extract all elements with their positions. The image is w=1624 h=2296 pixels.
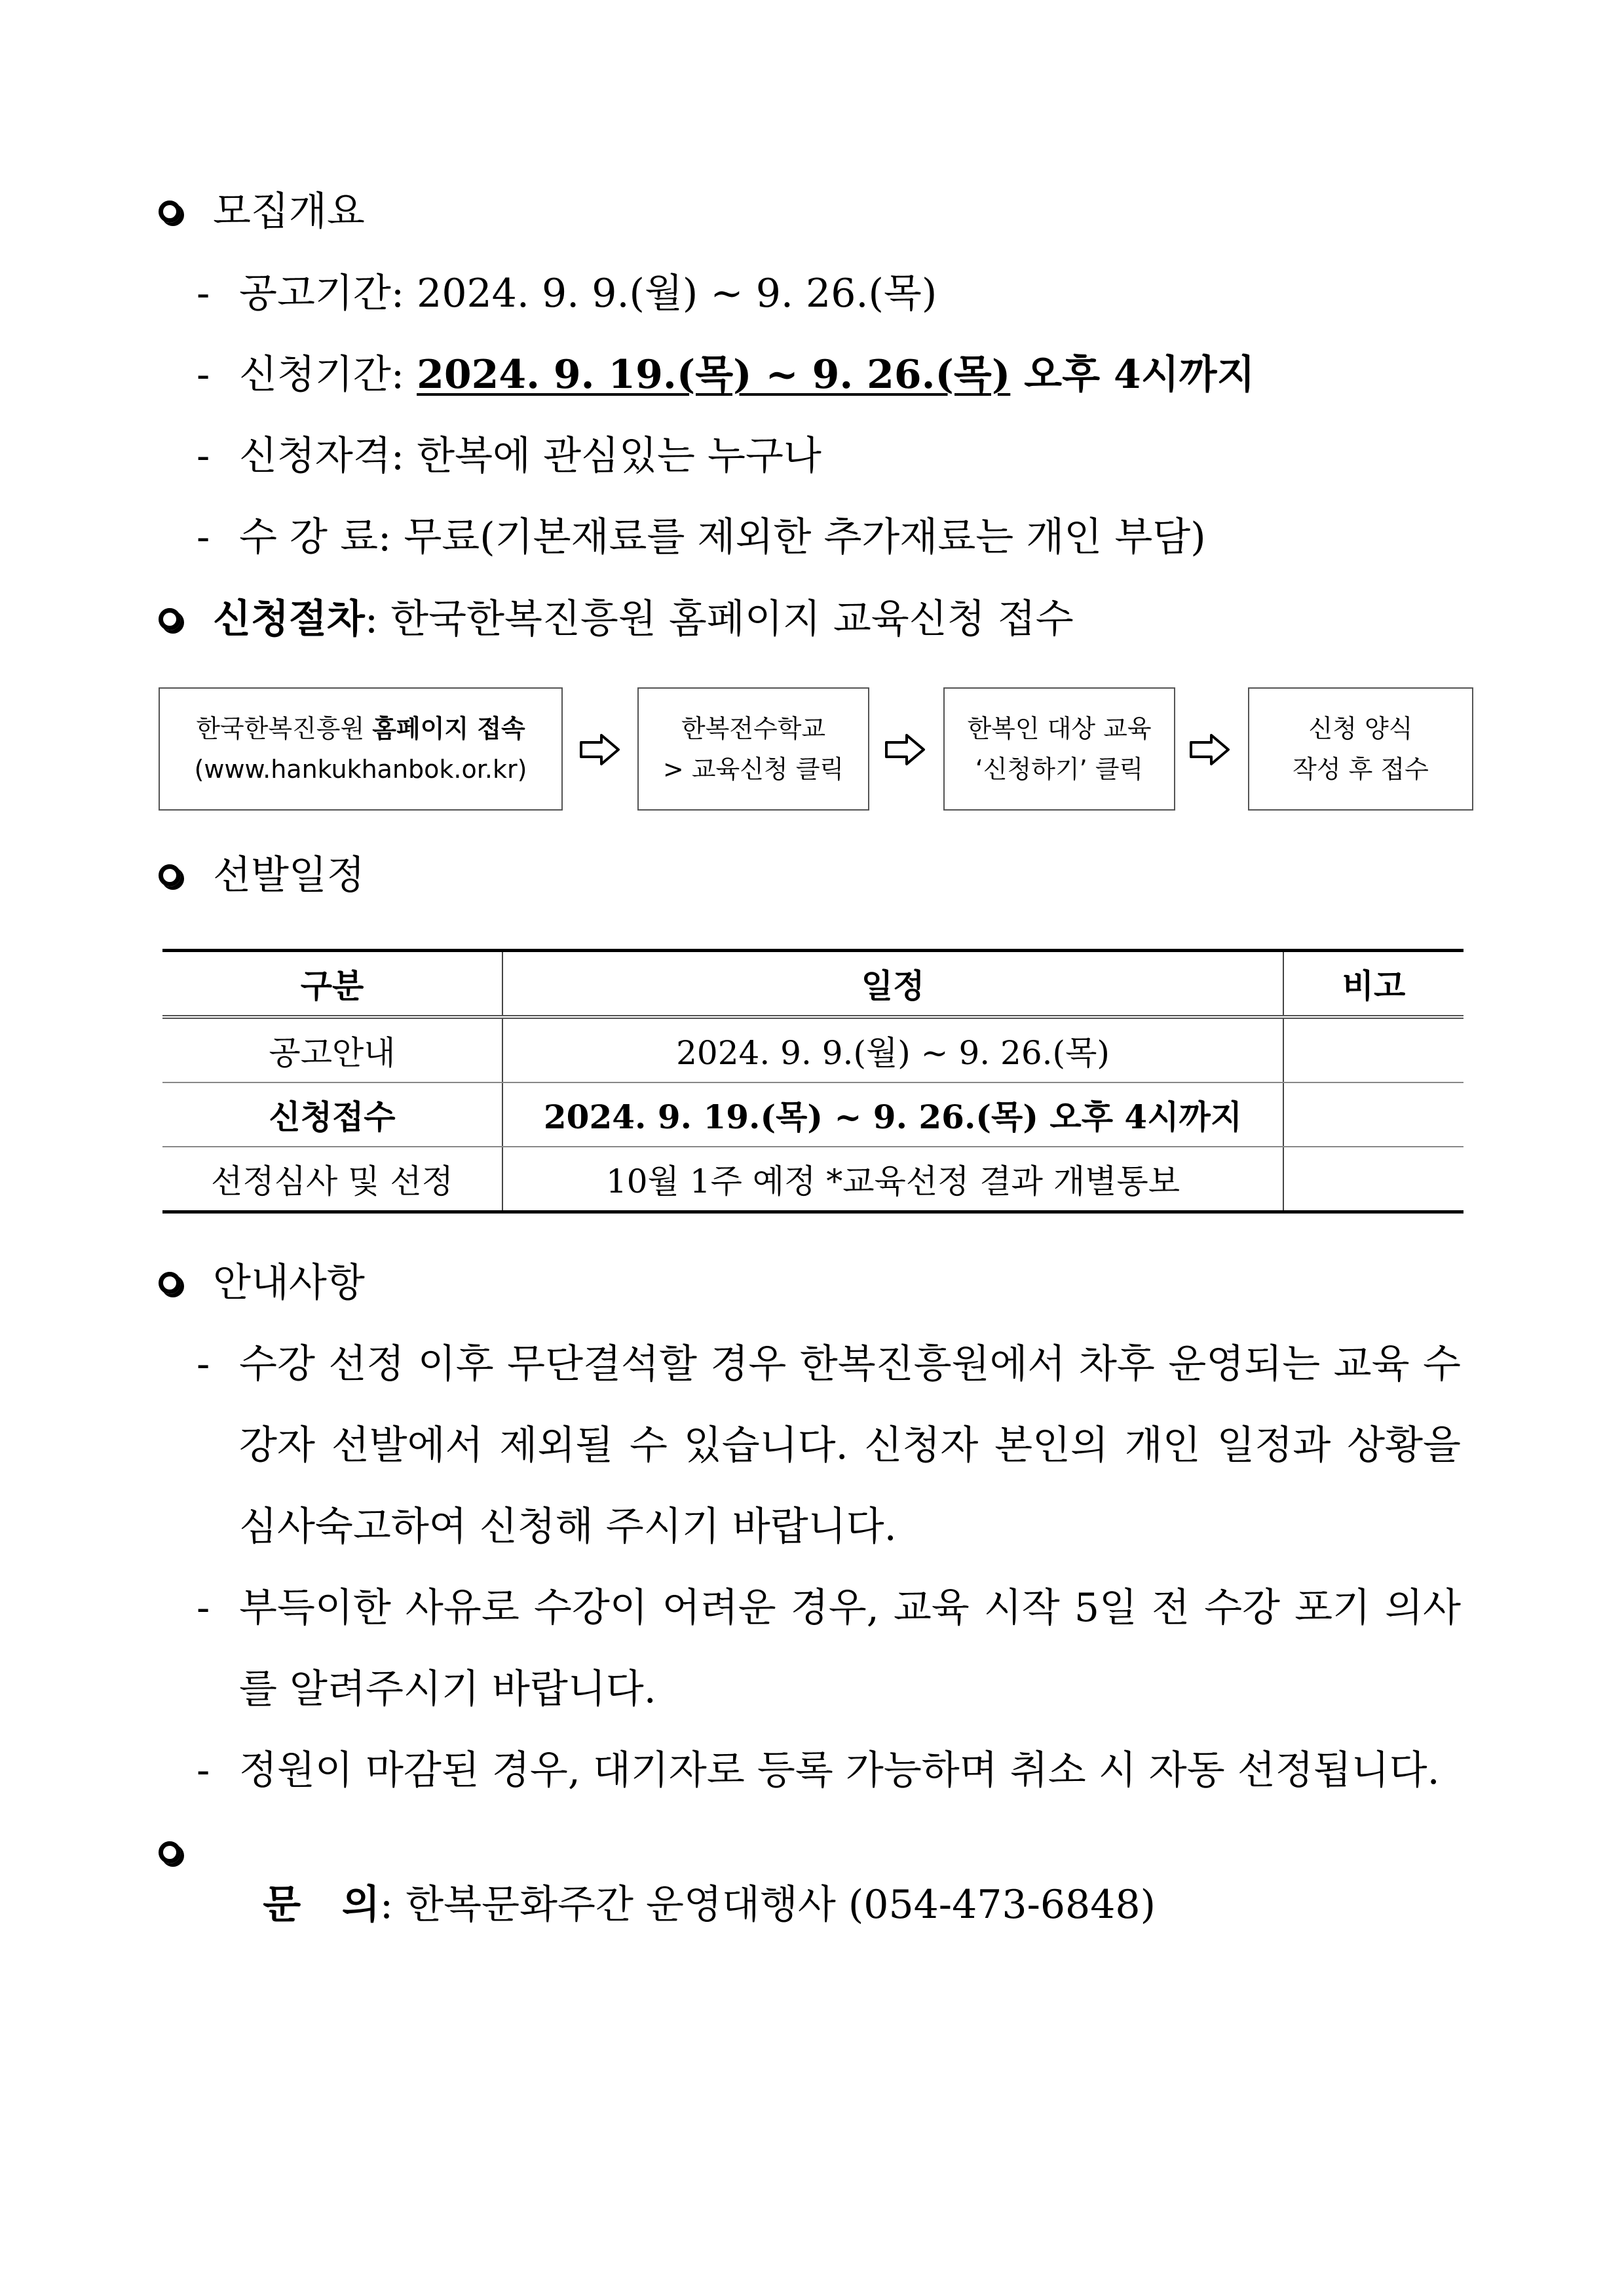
dash-bullet: - bbox=[197, 514, 210, 560]
notice-item-1: 수강 선정 이후 무단결석할 경우 한복진흥원에서 차후 운영되는 교육 수강자 선발에서 제외될 수 있습니다. 신청자 본인의 개인 일정과 상황을 심사숙고하여 신청해 주시기 바랍니다. bbox=[239, 1341, 1461, 1550]
column-header-note: 비고 bbox=[1283, 951, 1463, 1018]
column-header-date: 일정 bbox=[502, 951, 1283, 1018]
overview-item-eligibility: 신청자격: 한복에 관심있는 누구나 bbox=[239, 433, 821, 479]
circle-bullet-icon bbox=[159, 608, 181, 630]
cell-date: 2024. 9. 9.(월) ~ 9. 26.(목) bbox=[502, 1017, 1283, 1082]
schedule-table bbox=[162, 949, 1463, 1214]
notice-item-3: 정원이 마감된 경우, 대기자로 등록 가능하며 취소 시 자동 선정됩니다. bbox=[239, 1748, 1440, 1793]
dash-bullet: - bbox=[197, 1341, 210, 1387]
circle-bullet-icon bbox=[159, 1841, 181, 1864]
notice-item-2: 부득이한 사유로 수강이 어려운 경우, 교육 시작 5일 전 수강 포기 의사를 알려주시기 바랍니다. bbox=[239, 1585, 1461, 1712]
procedure-step-3: 한복인 대상 교육 ‘신청하기’ 클릭 bbox=[943, 687, 1175, 811]
overview-item-fee: 수 강 료: 무료(기본재료를 제외한 추가재료는 개인 부담) bbox=[239, 514, 1206, 560]
section-heading-procedure: 신청절차: 한국한복진흥원 홈페이지 교육신청 접수 bbox=[213, 596, 1074, 642]
dash-bullet: - bbox=[197, 352, 210, 398]
cell-category: 공고안내 bbox=[162, 1017, 502, 1082]
cell-category: 선정심사 및 선정 bbox=[162, 1147, 502, 1212]
cell-date: 2024. 9. 19.(목) ~ 9. 26.(목) 오후 4시까지 bbox=[502, 1082, 1283, 1147]
column-header-category: 구분 bbox=[162, 951, 502, 1018]
table-row bbox=[162, 1017, 1463, 1082]
procedure-step-2: 한복전수학교 > 교육신청 클릭 bbox=[637, 687, 869, 811]
arrow-right-icon bbox=[579, 733, 621, 766]
cell-note bbox=[1283, 1147, 1463, 1212]
section-heading-notice: 안내사항 bbox=[213, 1260, 365, 1306]
cell-note bbox=[1283, 1017, 1463, 1082]
contact-line: 문 의: 한복문화주간 운영대행사 (054-473-6848) bbox=[263, 1882, 1156, 1928]
section-heading-overview: 모집개요 bbox=[213, 189, 365, 235]
dash-bullet: - bbox=[197, 1585, 210, 1631]
table-header-row bbox=[162, 951, 1463, 1018]
arrow-right-icon bbox=[1189, 733, 1231, 766]
overview-item-notice-period: 공고기간: 2024. 9. 9.(월) ~ 9. 26.(목) bbox=[239, 271, 937, 316]
cell-category: 신청접수 bbox=[162, 1082, 502, 1147]
procedure-step-1: 한국한복진흥원 홈페이지 접속 (www.hankukhanbok.or.kr) bbox=[159, 687, 563, 811]
dash-bullet: - bbox=[197, 271, 210, 316]
dash-bullet: - bbox=[197, 433, 210, 479]
table-row bbox=[162, 1147, 1463, 1212]
dash-bullet: - bbox=[197, 1748, 210, 1793]
section-heading-schedule: 선발일정 bbox=[213, 852, 365, 898]
cell-date: 10월 1주 예정 *교육선정 결과 개별통보 bbox=[502, 1147, 1283, 1212]
circle-bullet-icon bbox=[159, 201, 181, 223]
cell-note bbox=[1283, 1082, 1463, 1147]
procedure-step-4: 신청 양식 작성 후 접수 bbox=[1248, 687, 1473, 811]
overview-item-application-period: 신청기간: 2024. 9. 19.(목) ~ 9. 26.(목) 오후 4시까지 bbox=[239, 352, 1255, 398]
arrow-right-icon bbox=[884, 733, 926, 766]
circle-bullet-icon bbox=[159, 864, 181, 887]
table-row bbox=[162, 1082, 1463, 1147]
circle-bullet-icon bbox=[159, 1272, 181, 1294]
